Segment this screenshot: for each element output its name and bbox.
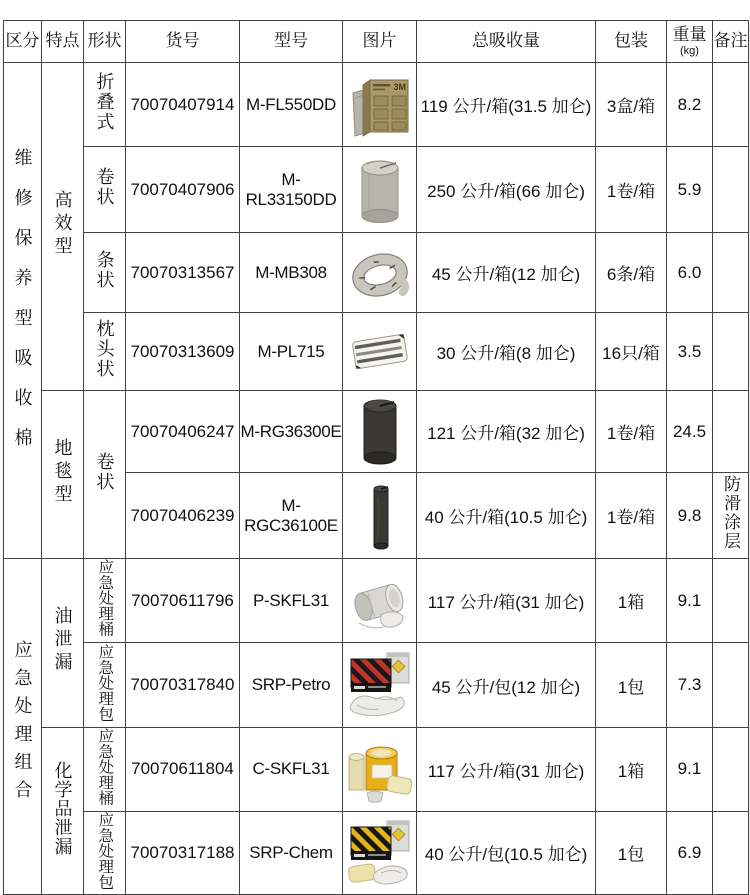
picture-cell — [343, 728, 417, 812]
item-no-cell: 70070407906 — [126, 147, 240, 233]
feature-cell-high-efficiency — [42, 63, 84, 391]
model-cell: M-RGC36100E — [240, 473, 343, 559]
item-no-cell: 70070406239 — [126, 473, 240, 559]
weight-cell: 9.1 — [667, 728, 713, 812]
shape-cell — [84, 728, 126, 812]
model-cell: M-FL550DD — [240, 63, 343, 147]
picture-cell — [343, 473, 417, 559]
weight-cell: 6.0 — [667, 233, 713, 313]
remark-label: 防滑涂层 — [721, 475, 740, 551]
weight-cell: 9.1 — [667, 559, 713, 643]
absorption-cell: 117 公升/箱(31 加仑) — [417, 728, 596, 812]
product-image-yellow-spill-kit-bucket — [347, 731, 413, 807]
picture-cell — [343, 313, 417, 391]
shape-cell — [84, 811, 126, 895]
remark-cell-anti-slip — [713, 473, 749, 559]
absorption-cell: 250 公升/箱(66 加仑) — [417, 147, 596, 233]
absorption-cell: 45 公升/包(12 加仑) — [417, 643, 596, 728]
header-weight — [667, 21, 713, 63]
header-weight-label: 重量 — [672, 25, 707, 45]
table-row — [4, 147, 749, 233]
table-row — [4, 233, 749, 313]
shape-label: 枕头状 — [94, 319, 115, 379]
feature-cell-carpet — [42, 391, 84, 559]
header-weight-unit: (kg) — [680, 44, 699, 57]
weight-cell: 5.9 — [667, 147, 713, 233]
packaging-cell: 3盒/箱 — [596, 63, 667, 147]
category-cell-maintenance — [4, 63, 42, 559]
feature-cell-oil-spill — [42, 559, 84, 728]
feature-label: 高效型 — [52, 189, 73, 259]
picture-cell — [343, 233, 417, 313]
packaging-cell: 1包 — [596, 643, 667, 728]
shape-label: 应急处理包 — [96, 811, 114, 889]
category-label: 应急处理组合 — [12, 640, 33, 808]
feature-label: 化学品泄漏 — [52, 761, 73, 856]
model-cell: M-RG36300E — [240, 391, 343, 473]
product-image-coiled-sock — [347, 235, 413, 311]
product-image-white-pillow — [347, 314, 413, 390]
product-image-dark-roll-large — [347, 394, 413, 470]
table-row — [4, 391, 749, 473]
item-no-cell: 70070406247 — [126, 391, 240, 473]
item-no-cell: 70070611796 — [126, 559, 240, 643]
weight-cell: 6.9 — [667, 811, 713, 895]
header-category: 区分 — [4, 21, 42, 63]
shape-cell — [84, 643, 126, 728]
remark-cell — [713, 233, 749, 313]
shape-label: 卷状 — [94, 452, 115, 492]
item-no-cell: 70070317188 — [126, 811, 240, 895]
remark-cell — [713, 391, 749, 473]
product-image-yellow-stripe-spill-kit — [347, 815, 413, 891]
shape-cell — [84, 147, 126, 233]
item-no-cell: 70070317840 — [126, 643, 240, 728]
header-shape: 形状 — [84, 21, 126, 63]
feature-label: 地毯型 — [52, 437, 73, 507]
shape-label: 应急处理桶 — [96, 559, 114, 637]
packaging-cell: 1包 — [596, 811, 667, 895]
table-row — [4, 63, 749, 147]
packaging-cell: 16只/箱 — [596, 313, 667, 391]
header-picture: 图片 — [343, 21, 417, 63]
shape-cell — [84, 233, 126, 313]
header-feature: 特点 — [42, 21, 84, 63]
shape-cell — [84, 63, 126, 147]
product-image-folded-sheets-box — [347, 67, 413, 143]
item-no-cell: 70070611804 — [126, 728, 240, 812]
shape-label: 条状 — [94, 250, 115, 290]
header-absorption: 总吸收量 — [417, 21, 596, 63]
absorption-cell: 40 公升/包(10.5 加仑) — [417, 811, 596, 895]
product-image-gray-roll — [347, 152, 413, 228]
item-no-cell: 70070407914 — [126, 63, 240, 147]
svg-text:3M: 3M — [392, 81, 406, 92]
remark-cell — [713, 63, 749, 147]
remark-cell — [713, 643, 749, 728]
picture-cell — [343, 559, 417, 643]
shape-label: 应急处理包 — [96, 643, 114, 722]
model-cell: P-SKFL31 — [240, 559, 343, 643]
table-row — [4, 559, 749, 643]
category-cell-emergency — [4, 559, 42, 895]
remark-cell — [713, 313, 749, 391]
shape-cell — [84, 391, 126, 559]
remark-cell — [713, 811, 749, 895]
table-row — [4, 728, 749, 812]
packaging-cell: 1卷/箱 — [596, 391, 667, 473]
shape-cell — [84, 313, 126, 391]
item-no-cell: 70070313609 — [126, 313, 240, 391]
feature-label: 油泄漏 — [52, 606, 73, 675]
packaging-cell: 1卷/箱 — [596, 147, 667, 233]
product-image-white-spill-kit-bucket — [347, 563, 413, 639]
header-model: 型号 — [240, 21, 343, 63]
packaging-cell: 6条/箱 — [596, 233, 667, 313]
header-packaging: 包装 — [596, 21, 667, 63]
absorption-cell: 40 公升/箱(10.5 加仑) — [417, 473, 596, 559]
absorption-cell: 45 公升/箱(12 加仑) — [417, 233, 596, 313]
table-row — [4, 313, 749, 391]
weight-cell: 8.2 — [667, 63, 713, 147]
product-image-dark-roll-slim — [347, 478, 413, 554]
category-label: 维修保养型吸收棉 — [12, 148, 33, 468]
shape-label: 折叠式 — [94, 72, 115, 132]
remark-cell — [713, 728, 749, 812]
absorption-cell: 30 公升/箱(8 加仑) — [417, 313, 596, 391]
header-row — [4, 21, 749, 63]
shape-label: 应急处理桶 — [96, 728, 114, 806]
weight-cell: 3.5 — [667, 313, 713, 391]
table-row — [4, 811, 749, 895]
model-cell: SRP-Petro — [240, 643, 343, 728]
absorption-cell: 119 公升/箱(31.5 加仑) — [417, 63, 596, 147]
item-no-cell: 70070313567 — [126, 233, 240, 313]
picture-cell — [343, 643, 417, 728]
shape-label: 卷状 — [94, 167, 115, 207]
packaging-cell: 1箱 — [596, 728, 667, 812]
model-cell: C-SKFL31 — [240, 728, 343, 812]
table-row — [4, 643, 749, 728]
model-cell: M-MB308 — [240, 233, 343, 313]
absorption-cell: 121 公升/箱(32 加仑) — [417, 391, 596, 473]
remark-cell — [713, 559, 749, 643]
weight-cell: 9.8 — [667, 473, 713, 559]
picture-cell — [343, 811, 417, 895]
model-cell: M-PL715 — [240, 313, 343, 391]
picture-cell — [343, 63, 417, 147]
model-cell: M-RL33150DD — [240, 147, 343, 233]
header-remark: 备注 — [713, 21, 749, 63]
picture-cell — [343, 391, 417, 473]
product-image-red-stripe-spill-kit — [347, 647, 413, 723]
shape-cell — [84, 559, 126, 643]
product-spec-table — [3, 20, 749, 895]
picture-cell — [343, 147, 417, 233]
packaging-cell: 1箱 — [596, 559, 667, 643]
weight-cell: 7.3 — [667, 643, 713, 728]
weight-cell: 24.5 — [667, 391, 713, 473]
packaging-cell: 1卷/箱 — [596, 473, 667, 559]
remark-cell — [713, 147, 749, 233]
absorption-cell: 117 公升/箱(31 加仑) — [417, 559, 596, 643]
header-item-no: 货号 — [126, 21, 240, 63]
model-cell: SRP-Chem — [240, 811, 343, 895]
feature-cell-chemical-spill — [42, 728, 84, 895]
